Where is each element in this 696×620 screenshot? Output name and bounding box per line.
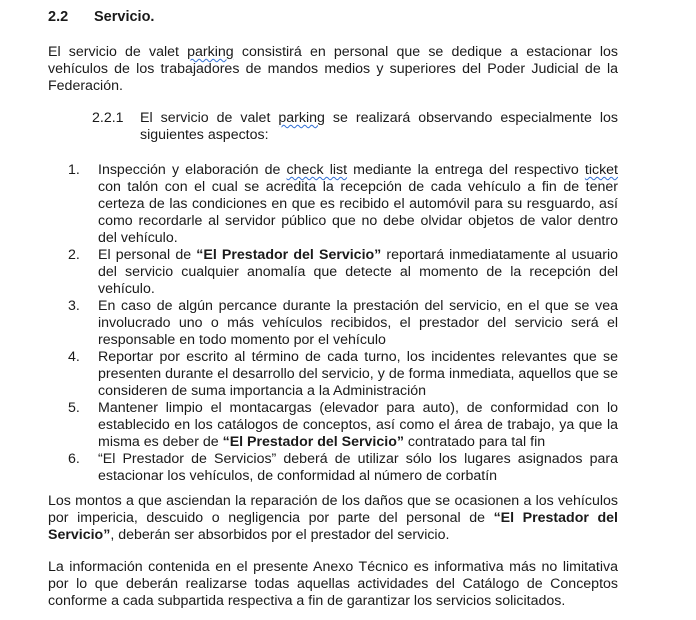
subsection-text (140, 110, 618, 144)
subsection-number: 2.2.1 (92, 110, 124, 126)
section-title: Servicio. (94, 9, 155, 25)
paragraph-text: Los montos a que asciendan la reparación de los daños que se ocasionen a los vehículos por impericia, descuido o negligencia por parte del personal de (48, 493, 618, 526)
list-item-number: 1. (68, 162, 80, 178)
subsection-text-end: se realizará observando especialmente los siguientes aspectos: (140, 110, 618, 143)
paragraph-text: , deberán ser absorbidos por el prestador del servicio. (110, 527, 450, 543)
list-item-text: reportará inmediatamente al usuario del servicio cualquier anomalía que detecte al momento de la recepción del vehículo. (98, 247, 618, 297)
list-item-text: El personal de (98, 247, 197, 263)
intro-term-parking: parking (187, 44, 234, 60)
intro-text-start: El servicio de valet (48, 44, 188, 60)
closing-paragraph (48, 559, 618, 610)
list-item-number: 3. (68, 298, 80, 314)
section-heading (48, 9, 154, 26)
term-ticket: ticket (584, 162, 619, 178)
term-check-list: check list (286, 162, 348, 178)
list-item (68, 298, 618, 349)
bold-term-prestador: “El Prestador del Servicio” (222, 434, 404, 450)
section-number: 2.2 (48, 9, 69, 25)
paragraph-text: La información contenida en el presente Anexo Técnico es informativa más no limitativa por lo que deberán realizarse todas aquellas actividades del Catálogo de Conceptos conforme a cada subpartida respectiva a fin de garantizar los servicios solicitados. (48, 559, 618, 609)
list-item (68, 247, 618, 298)
list-item-text: contratado para tal fin (403, 434, 546, 450)
list-item-number: 6. (68, 451, 80, 467)
list-item (68, 400, 618, 451)
intro-text-end: consistirá en personal que se dedique a estacionar los vehículos de los trabajadores de mandos medios y superiores del Poder Judicial de la Federación. (48, 44, 618, 94)
list-item-text: Reportar por escrito al término de cada turno, los incidentes relevantes que se presenten durante el desarrollo del servicio, y de forma inmediata, aquellos que se consideren de suma importancia a la Administración (98, 349, 618, 399)
subsection-term-parking: parking (278, 110, 325, 126)
list-item-text: “El Prestador de Servicios” deberá de utilizar sólo los lugares asignados para estacionar los vehículos, de conformidad al número de corbatín (98, 451, 618, 484)
list-item-number: 2. (68, 247, 80, 263)
intro-paragraph (48, 44, 618, 95)
subsection-text-start: El servicio de valet (140, 110, 279, 126)
list-item (68, 451, 618, 485)
list-item-number: 5. (68, 400, 80, 416)
list-item-number: 4. (68, 349, 80, 365)
list-item-text: Mantener limpio el montacargas (elevador para auto), de conformidad con lo establecido en los catálogos de conceptos, así como el área de trabajo, ya que la misma es deber de (98, 400, 618, 450)
subsection-2-2-1 (92, 110, 618, 144)
list-item (68, 162, 618, 247)
list-item-text: En caso de algún percance durante la prestación del servicio, en el que se vea involucrado uno o más vehículos recibidos, el prestador del servicio será el responsable en todo momento por el vehículo (98, 298, 618, 348)
aspects-list (68, 162, 618, 485)
list-item-text: mediante la entrega del respectivo (347, 162, 585, 178)
list-item (68, 349, 618, 400)
bold-term-prestador: “El Prestador del Servicio” (196, 247, 382, 263)
list-item-text: con talón con el cual se acredita la recepción de cada vehículo a fin de tener certeza de las condiciones en que es recibido el automóvil para su resguardo, así como recordarle al servidor público que no debe olvidar objetos de valor dentro del vehículo. (98, 179, 618, 246)
damages-paragraph (48, 493, 618, 544)
list-item-text: Inspección y elaboración de (98, 162, 287, 178)
bold-term-prestador: “El Prestador del Servicio” (48, 510, 618, 543)
